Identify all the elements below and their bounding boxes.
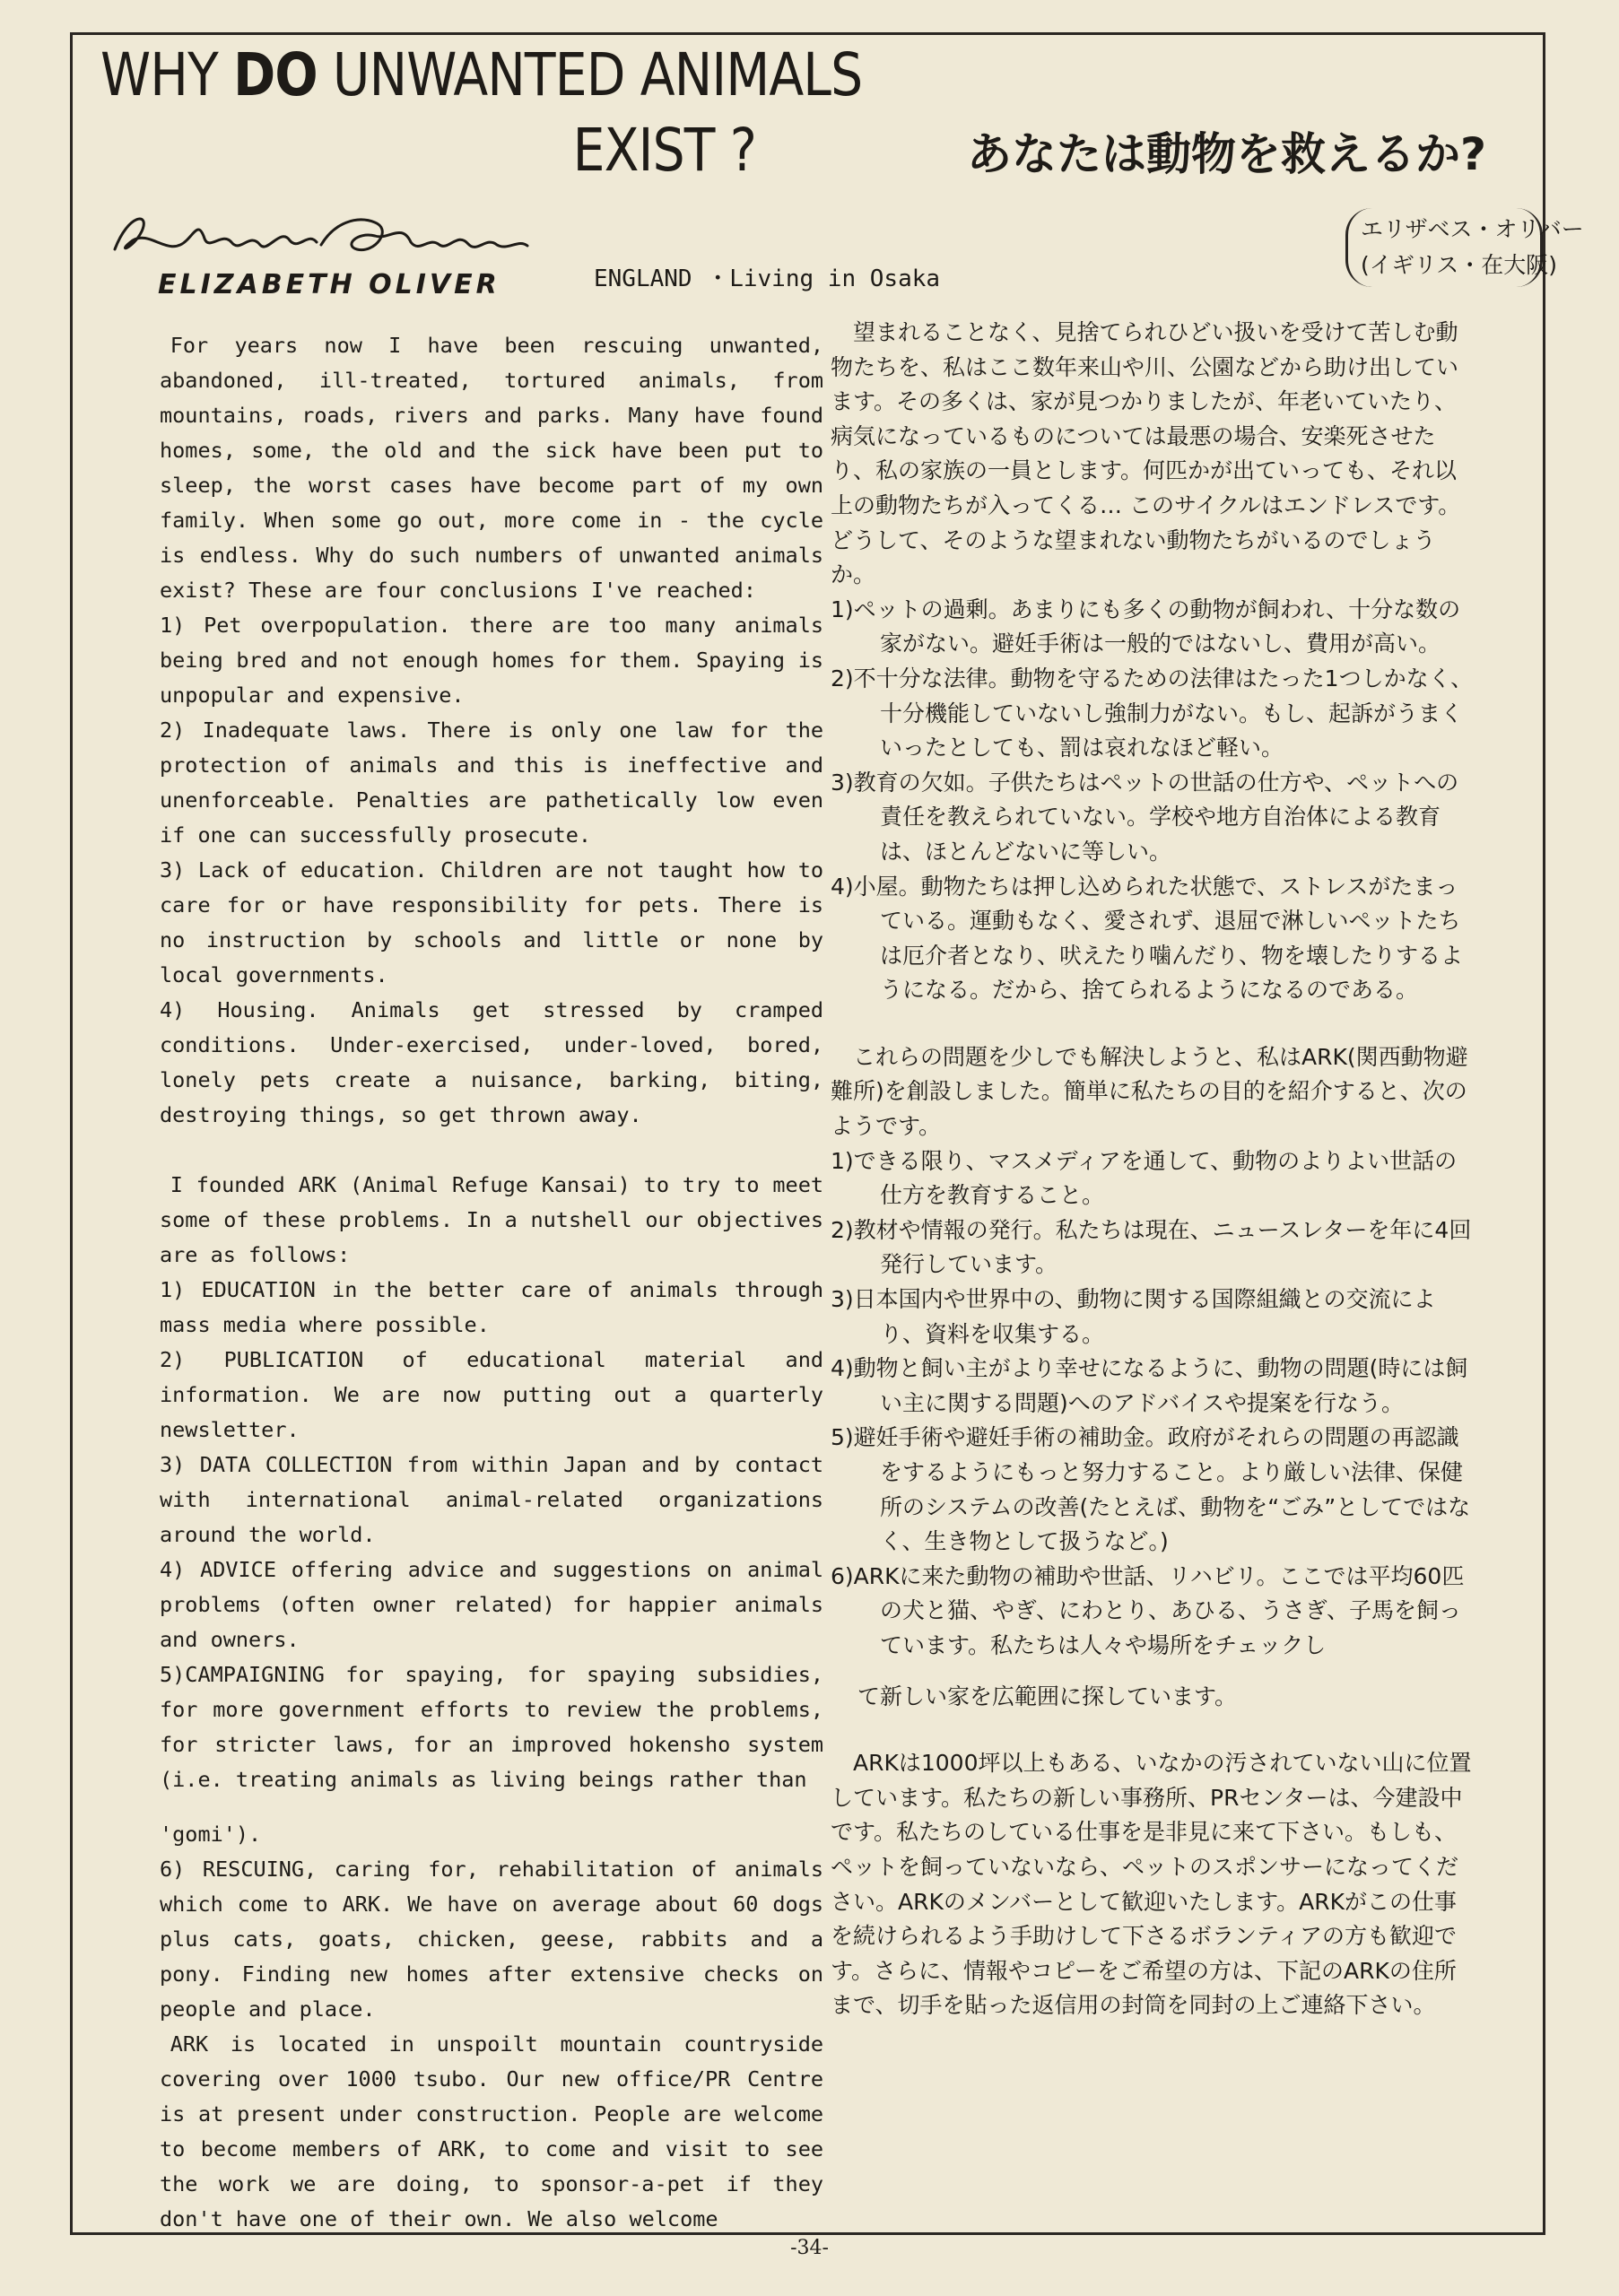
page-number: -34- [790,2237,829,2259]
japanese-column [831,316,1475,2023]
english-column [160,328,823,2237]
english-conclusion-3: 3) Lack of education. Children are not taught how to care for or have responsibility for pets. There is no instruction by schools and little or none by local governments. [160,857,823,987]
japanese-objective-5: 5)避妊手術や避妊手術の補助金。政府がそれらの問題の再認識をするようにもっと努力すること。より厳しい法律、保健所のシステムの改善(たとえば、動物を“ごみ”としてではなく、生き物として扱うなど。) [831,1424,1471,1555]
japanese-founded: これらの問題を少しでも解決しようと、私はARK(関西動物避難所)を創設しました。簡単に私たちの目的を紹介すると、次のようです。 [831,1043,1468,1140]
english-intro: For years now I have been rescuing unwanted, abandoned, ill-treated, tortured animals, from mountains, roads, rivers and parks. Many have found homes, some, the old and the sick have been put to sleep, the worst cases have become part of my own family. When some go out, more come in - the cycle is endless. Why do such numbers of unwanted animals exist? These are four conclusions I've reached: [160,333,823,603]
english-conclusion-2: 2) Inadequate laws. There is only one law for the protection of animals and this is ineffective and unenforceable. Penalties are pathetically low even if one can successfully prosecute. [160,718,823,848]
japanese-objective-3: 3)日本国内や世界中の、動物に関する国際組織との交流により、資料を収集する。 [831,1286,1436,1347]
svg-text:Elizabeth Oliver: Elizabeth Oliver [106,204,115,205]
english-gomi: 'gomi'). [160,1822,262,1847]
english-founded: I founded ARK (Animal Refuge Kansai) to try to meet some of these problems. In a nutshell our objectives are as follows: [160,1172,823,1267]
english-conclusion-1: 1) Pet overpopulation. there are too many animals being bred and not enough homes for them. Spaying is unpopular and expensive. [160,613,823,708]
japanese-author-name: エリザベス・オリバー [1361,216,1584,242]
english-objective-6: 6) RESCUING, caring for, rehabilitation of animals which come to ARK. We have on average about 60 dogs plus cats, goats, chicken, geese, rabbits and a pony. Finding new homes after extensive checks on people and place. [160,1857,823,2022]
japanese-location: ARKは1000坪以上もある、いなかの汚されていない山に位置しています。私たちの新しい事務所、PRセンターは、今建設中です。私たちのしている仕事を是非見に来て下さい。もしも、ペットを飼っていないなら、ペットのスポンサーになってください。ARKのメンバーとして歓迎いたします。ARKがこの仕事を続けられるよう手助けして下さるボランティアの方も歓迎です。さらに、情報やコピーをご希望の方は、下記のARKの住所まで、切手を貼った返信用の封筒を同封の上ご連絡下さい。 [831,1750,1472,2019]
title-line-1: WHY DO UNWANTED ANIMALS [100,40,863,109]
english-objective-3: 3) DATA COLLECTION from within Japan and by contact with international animal-related organizations around the world. [160,1452,823,1547]
japanese-conclusion-4: 4)小屋。動物たちは押し込められた状態で、ストレスがたまっている。運動もなく、愛されず、退屈で淋しいペットたちは厄介者となり、吠えたり噛んだり、物を壊したりするようになる。だから、捨てられるようになるのである。 [831,873,1464,1004]
english-objective-4: 4) ADVICE offering advice and suggestions on animal problems (often owner related) for happier animals and owners. [160,1557,823,1652]
japanese-author-location: (イギリス・在大阪) [1361,252,1558,278]
japanese-objective-2: 2)教材や情報の発行。私たちは現在、ニュースレターを年に4回発行しています。 [831,1216,1472,1278]
english-conclusion-4: 4) Housing. Animals get stressed by cramped conditions. Under-exercised, under-loved, bored, lonely pets create a nuisance, barking, biting, destroying things, so get thrown away. [160,997,823,1127]
author-location: ENGLAND ・Living in Osaka [594,265,941,292]
author-signature [106,204,572,267]
english-objective-5: 5)CAMPAIGNING for spaying, for spaying subsidies, for more government efforts to review the problems, for stricter laws, for an improved hokensho system (i.e. treating animals as living beings rather than [160,1662,823,1792]
english-objective-2: 2) PUBLICATION of educational material and information. We are now putting out a quarterly newsletter. [160,1347,823,1442]
japanese-objective-6: 6)ARKに来た動物の補助や世話、リハビリ。ここでは平均60匹の犬と猫、やぎ、にわとり、あひる、うさぎ、子馬を飼っています。私たちは人々や場所をチェックし [831,1562,1465,1658]
japanese-title: あなたは動物を救えるか? [967,128,1487,180]
article-title [100,38,863,188]
english-objective-1: 1) EDUCATION in the better care of animals through mass media where possible. [160,1277,823,1337]
author-name: ELIZABETH OLIVER [158,269,500,300]
japanese-continued: て新しい家を広範囲に探しています。 [857,1683,1238,1709]
japanese-author [1345,208,1584,287]
japanese-conclusion-2: 2)不十分な法律。動物を守るための法律はたった1つしかなく、十分機能していないし強制力がない。もし、起訴がうまくいったとしても、罰は哀れなほど軽い。 [831,665,1474,761]
japanese-intro: 望まれることなく、見捨てられひどい扱いを受けて苦しむ動物たちを、私はここ数年来山や川、公園などから助け出しています。その多くは、家が見つかりましたが、年老いていたり、病気になっているものについては最悪の場合、安楽死させたり、私の家族の一員とします。何匹かが出ていっても、それ以上の動物たちが入ってくる… このサイクルはエンドレスです。どうして、そのような望まれない動物たちがいるのでしょうか。 [831,319,1461,588]
japanese-conclusion-3: 3)教育の欠如。子供たちはペットの世話の仕方や、ペットへの責任を教えられていない。学校や地方自治体による教育は、ほとんどないに等しい。 [831,769,1459,865]
japanese-conclusion-1: 1)ペットの過剰。あまりにも多くの動物が飼われ、十分な数の家がない。避妊手術は一般的ではないし、費用が高い。 [831,596,1461,657]
title-line-2: EXIST ? [572,116,756,185]
japanese-objective-1: 1)できる限り、マスメディアを通して、動物のよりよい世話の仕方を教育すること。 [831,1147,1458,1209]
japanese-objective-4: 4)動物と飼い主がより幸せになるように、動物の問題(時には飼い主に関する問題)へのアドバイスや提案を行なう。 [831,1355,1468,1416]
english-location: ARK is located in unspoilt mountain countryside covering over 1000 tsubo. Our new office/PR Centre is at present under construction. People are welcome to become members of ARK, to come and visit to see the work we are doing, to sponsor-a-pet if they don't have one of their own. We also welcome [160,2031,823,2231]
